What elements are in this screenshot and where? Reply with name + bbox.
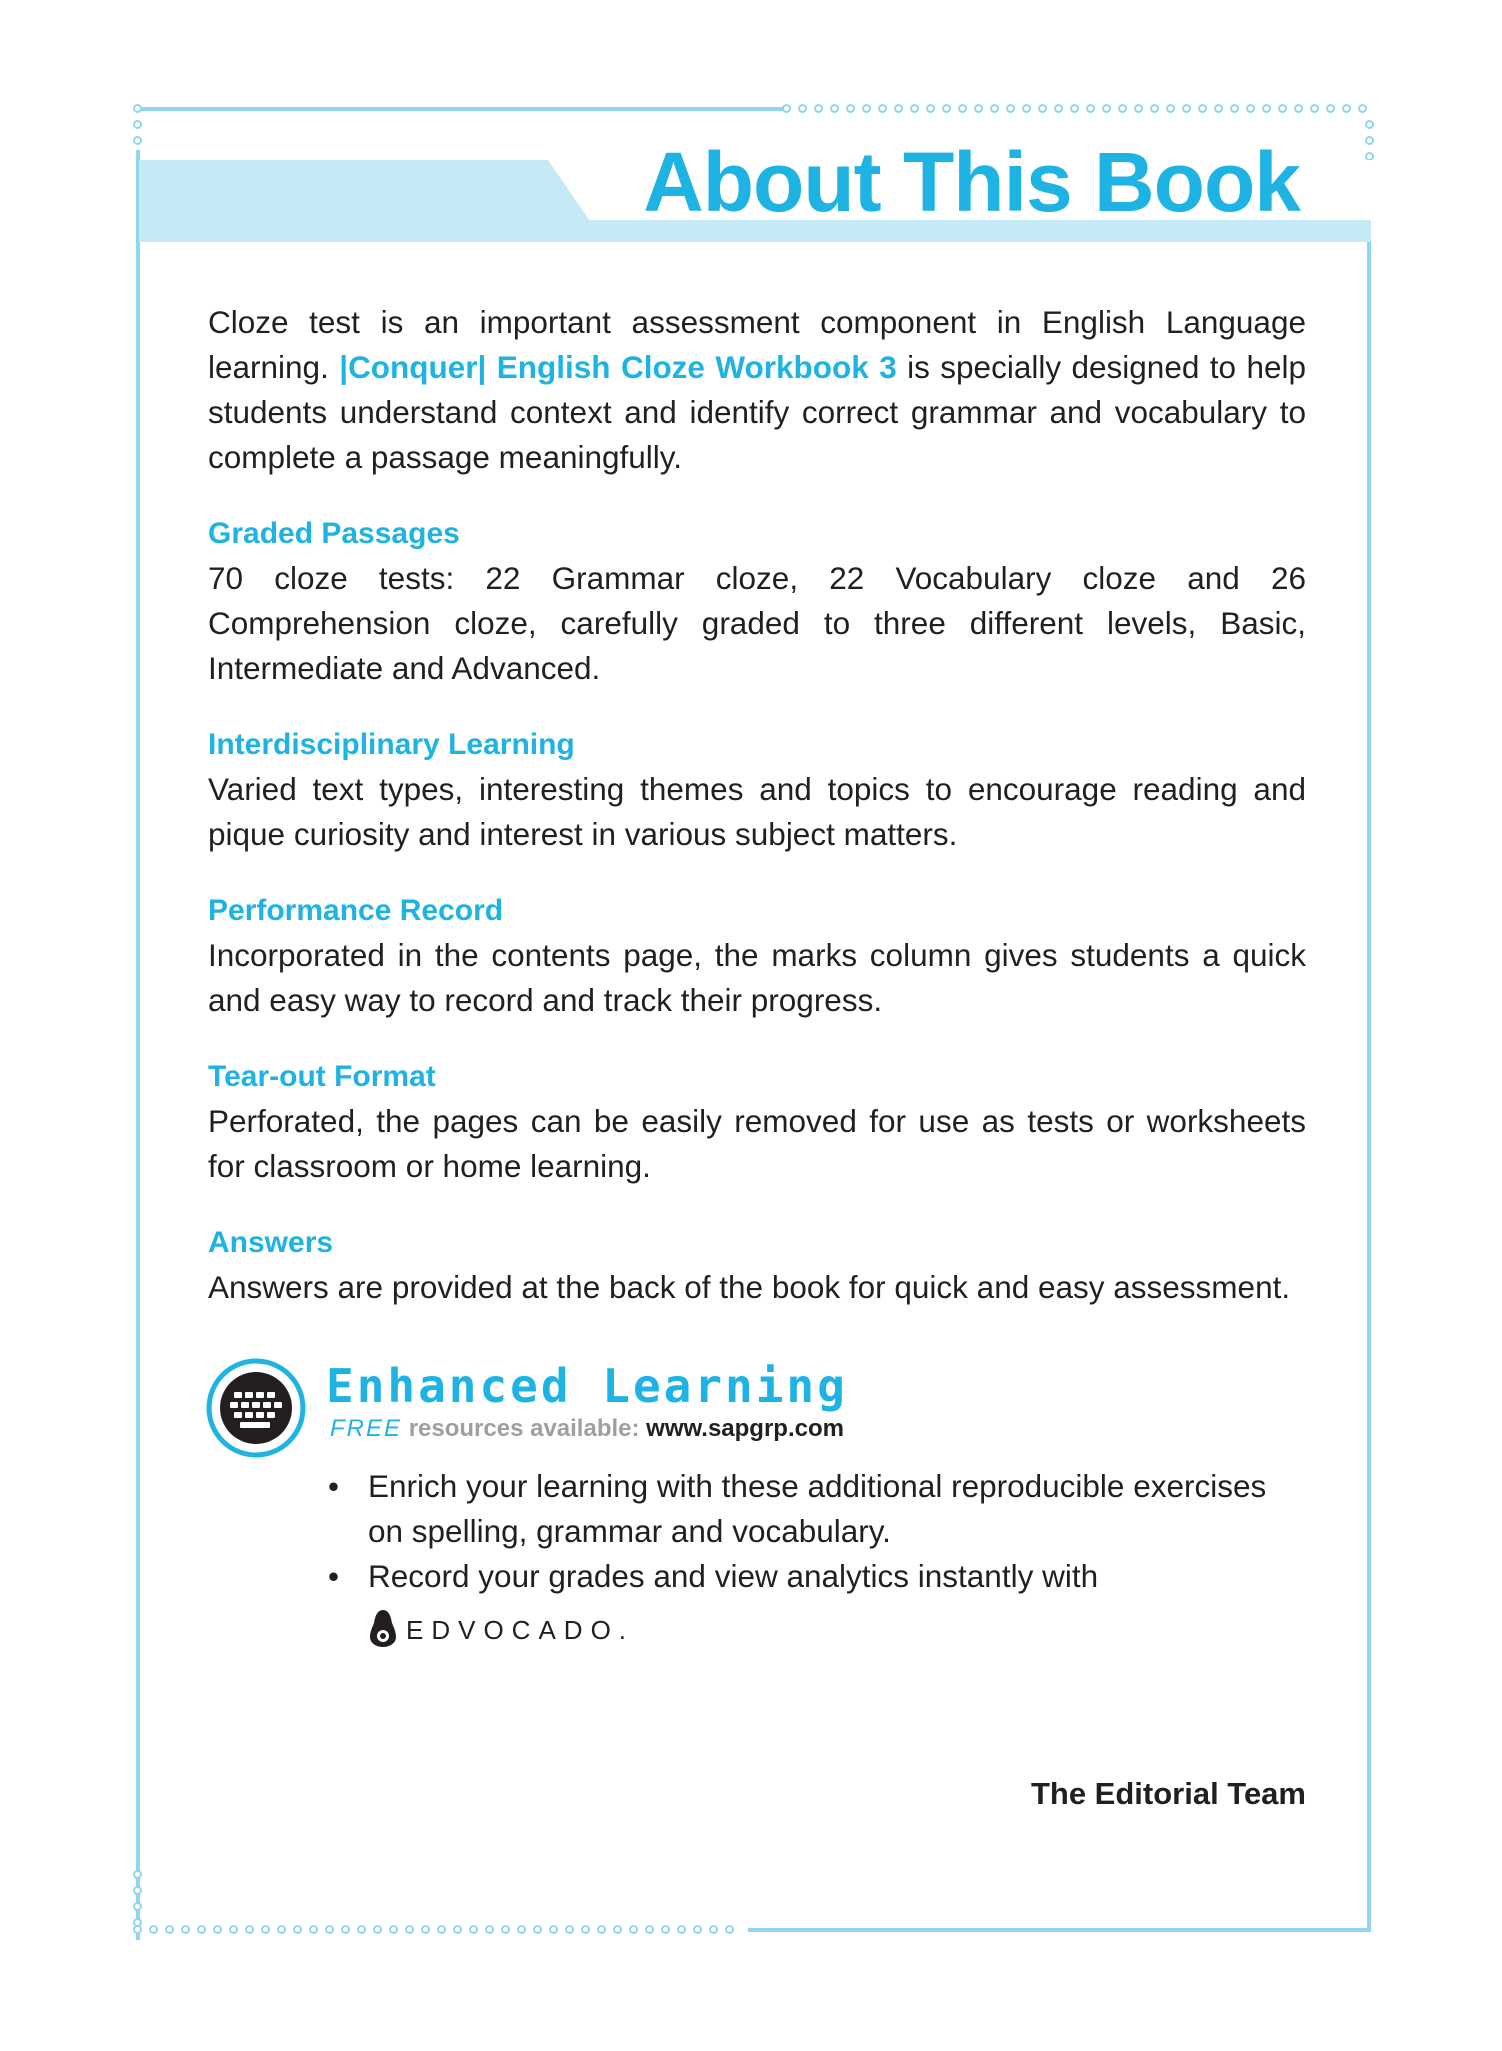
- frame-dot: [1278, 104, 1287, 113]
- frame-dot: [894, 104, 903, 113]
- frame-dot: [677, 1925, 686, 1934]
- enhanced-learning-title: Enhanced Learning: [326, 1359, 848, 1413]
- intro-text-after: is specially designed to help students understand context and identify correct grammar and vocabulary to complete a passage meaningfully.: [208, 349, 1306, 475]
- section-heading: Answers: [208, 1226, 334, 1259]
- list-item: [328, 1554, 1306, 1599]
- section-body: 70 cloze tests: 22 Grammar cloze, 22 Vocabulary cloze and 26 Comprehension cloze, carefully graded to three different levels, Basic, Intermediate and Advanced.: [208, 560, 1306, 686]
- list-item: [328, 1464, 1306, 1554]
- frame-dot: [926, 104, 935, 113]
- section-body: Incorporated in the contents page, the marks column gives students a quick and easy way to record and track their progress.: [208, 937, 1306, 1018]
- frame-dot: [389, 1925, 398, 1934]
- section-body: Varied text types, interesting themes and topics to encourage reading and pique curiosity and interest in various subject matters.: [208, 771, 1306, 852]
- frame-dot: [517, 1925, 526, 1934]
- frame-dot: [782, 104, 791, 113]
- frame-dot: [581, 1925, 590, 1934]
- frame-dot: [661, 1925, 670, 1934]
- bullet-mark: •: [328, 1468, 340, 1504]
- section-heading: Graded Passages: [208, 517, 460, 550]
- frame-dot: [549, 1925, 558, 1934]
- frame-dot: [1326, 104, 1335, 113]
- frame-dot: [405, 1925, 414, 1934]
- frame-dot: [629, 1925, 638, 1934]
- frame-dot: [133, 1918, 142, 1927]
- frame-dot: [1070, 104, 1079, 113]
- signature: The Editorial Team: [1030, 1776, 1306, 1811]
- frame-dot: [485, 1925, 494, 1934]
- intro-paragraph: [208, 300, 1306, 480]
- frame-dot: [421, 1925, 430, 1934]
- frame-dot: [1086, 104, 1095, 113]
- frame-dot: [1358, 104, 1367, 113]
- frame-dot: [133, 136, 142, 145]
- enhanced-learning-subtitle: [330, 1414, 844, 1444]
- frame-dot: [453, 1925, 462, 1934]
- frame-dot: [133, 120, 142, 129]
- frame-dot: [862, 104, 871, 113]
- frame-dot: [245, 1925, 254, 1934]
- frame-dot: [357, 1925, 366, 1934]
- frame-dot: [974, 104, 983, 113]
- frame-dot: [181, 1925, 190, 1934]
- frame-dot: [878, 104, 887, 113]
- frame-dot: [565, 1925, 574, 1934]
- frame-dot: [1294, 104, 1303, 113]
- frame-dot: [990, 104, 999, 113]
- frame-dot: [469, 1925, 478, 1934]
- resources-url-link[interactable]: www.sapgrp.com: [646, 1415, 844, 1442]
- frame-dot: [165, 1925, 174, 1934]
- frame-dot: [1038, 104, 1047, 113]
- frame-dot: [814, 104, 823, 113]
- frame-bottom-line: [748, 1928, 1371, 1932]
- frame-dot: [1342, 104, 1351, 113]
- frame-dot: [197, 1925, 206, 1934]
- frame-dot: [133, 1886, 142, 1895]
- frame-dot: [309, 1925, 318, 1934]
- frame-dot: [277, 1925, 286, 1934]
- section-performance-record: [208, 889, 1306, 1023]
- edvocado-wordmark: EDVOCADO.: [406, 1615, 635, 1645]
- frame-bottom-dots: [133, 1925, 741, 1934]
- page-title: About This Book: [643, 135, 1300, 229]
- section-body: Answers are provided at the back of the book for quick and easy assessment.: [208, 1269, 1291, 1305]
- frame-dot: [942, 104, 951, 113]
- frame-dot: [373, 1925, 382, 1934]
- frame-dot: [709, 1925, 718, 1934]
- avocado-icon: [368, 1608, 398, 1653]
- frame-dot: [325, 1925, 334, 1934]
- section-body: Perforated, the pages can be easily removed for use as tests or worksheets for classroom or home learning.: [208, 1103, 1306, 1184]
- frame-dot: [693, 1925, 702, 1934]
- frame-dot: [1230, 104, 1239, 113]
- frame-dot: [437, 1925, 446, 1934]
- frame-dot: [1198, 104, 1207, 113]
- frame-dot: [1054, 104, 1063, 113]
- frame-dot: [958, 104, 967, 113]
- bullet-text: Record your grades and view analytics instantly with: [368, 1558, 1099, 1594]
- edvocado-logo: [368, 1608, 634, 1653]
- frame-dot: [229, 1925, 238, 1934]
- section-graded-passages: [208, 512, 1306, 691]
- frame-dot: [149, 1925, 158, 1934]
- main-content: [208, 300, 1306, 1310]
- frame-dot: [1182, 104, 1191, 113]
- frame-dot: [261, 1925, 270, 1934]
- section-heading: Performance Record: [208, 894, 504, 927]
- frame-bottom-left-dots: [133, 1870, 142, 1934]
- frame-dot: [1262, 104, 1271, 113]
- resources-label: resources available:: [408, 1415, 640, 1442]
- frame-dot: [597, 1925, 606, 1934]
- section-heading: Tear-out Format: [208, 1060, 436, 1093]
- free-label: FREE: [330, 1415, 403, 1442]
- frame-dot: [501, 1925, 510, 1934]
- frame-dot: [1118, 104, 1127, 113]
- frame-dot: [213, 1925, 222, 1934]
- frame-top-line: [136, 107, 786, 111]
- bullet-text: Enrich your learning with these additional reproducible exercises on spelling, grammar and vocabulary.: [368, 1468, 1267, 1549]
- frame-dot: [1214, 104, 1223, 113]
- frame-dot: [910, 104, 919, 113]
- frame-top-left-dots: [133, 104, 142, 152]
- frame-dot: [1150, 104, 1159, 113]
- frame-dot: [725, 1925, 734, 1934]
- frame-dot: [1365, 136, 1374, 145]
- frame-dot: [1310, 104, 1319, 113]
- frame-dot: [341, 1925, 350, 1934]
- frame-dot: [613, 1925, 622, 1934]
- frame-top-dots: [782, 104, 1374, 113]
- frame-dot: [1006, 104, 1015, 113]
- frame-dot: [645, 1925, 654, 1934]
- frame-dot: [133, 104, 142, 113]
- frame-dot: [133, 1902, 142, 1911]
- frame-dot: [533, 1925, 542, 1934]
- frame-dot: [133, 1870, 142, 1879]
- section-tear-out-format: [208, 1055, 1306, 1189]
- frame-right-line: [1367, 178, 1371, 1930]
- bullet-mark: •: [328, 1558, 340, 1594]
- frame-left-line: [136, 150, 140, 1940]
- section-heading: Interdisciplinary Learning: [208, 728, 575, 761]
- frame-dot: [1166, 104, 1175, 113]
- frame-dot: [1102, 104, 1111, 113]
- enhanced-learning-bullets: [328, 1464, 1306, 1599]
- section-answers: [208, 1221, 1306, 1310]
- section-interdisciplinary-learning: [208, 723, 1306, 857]
- intro-text-before: Cloze test is an important assessment component in English Language learning.: [208, 304, 1306, 385]
- frame-dot: [846, 104, 855, 113]
- frame-dot: [1022, 104, 1031, 113]
- book-title-highlight: |Conquer| English Cloze Workbook 3: [339, 349, 897, 385]
- frame-dot: [1134, 104, 1143, 113]
- enhanced-learning-logo-icon: [206, 1358, 306, 1458]
- frame-dot: [293, 1925, 302, 1934]
- frame-dot: [798, 104, 807, 113]
- frame-dot: [1365, 120, 1374, 129]
- frame-dot: [830, 104, 839, 113]
- frame-dot: [1246, 104, 1255, 113]
